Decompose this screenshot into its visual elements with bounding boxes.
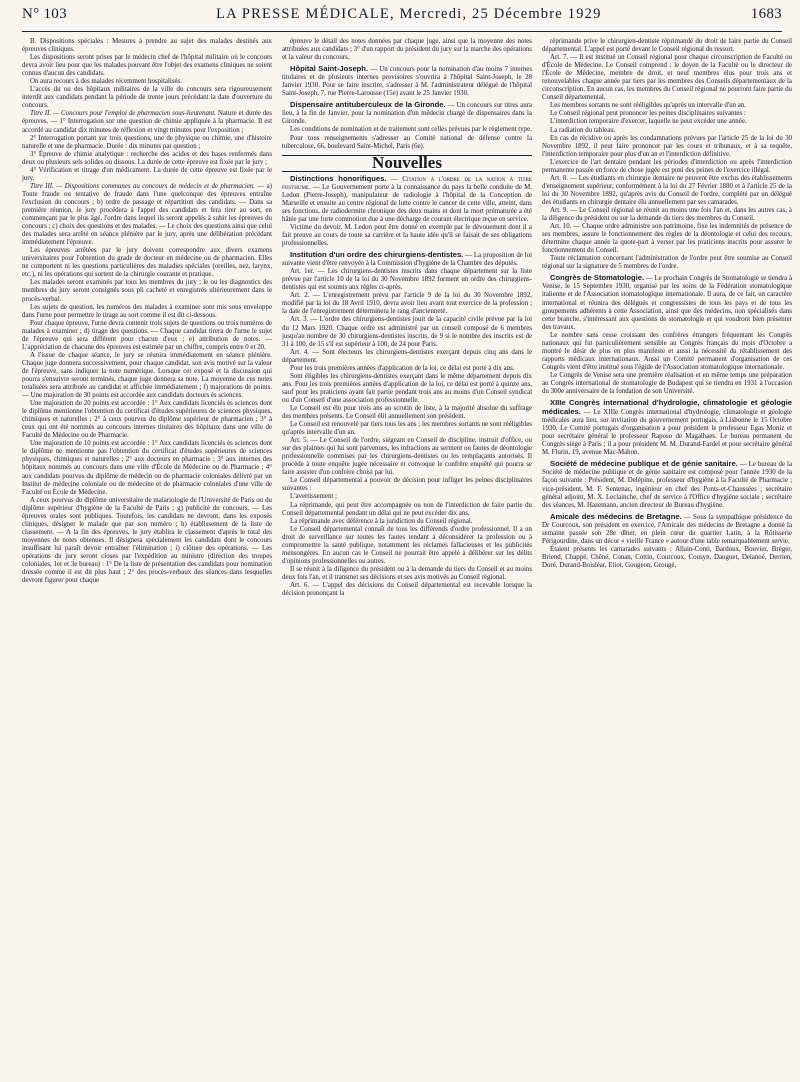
- paragraph: Toute réclamation concernant l'administration de l'ordre peut être soumise au Conseil régional sur la signature de 5 membres de l'ordre.: [542, 255, 792, 271]
- paragraph: Art. 8. — Les étudiants en chirurgie dentaire ne peuvent être exclus des établissements d'enseignement supérieur, conformément à la loi du 27 Février 1880 et à l'article 25 de la loi du 30 Novembre 1892, qu'après avis du Conseil de l'ordre, complété par un délégué des étudiants en chirurgie dentaire élu annuellement par ses camarades.: [542, 174, 792, 206]
- paragraph: [22, 110, 272, 134]
- paragraph: Le nombre sans cesse croissant des confrères étrangers fréquentant les Congrès nationaux qui fut particulièrement sensible au Congrès français du mois d'Octobre a montré le désir de plus en plus manifeste et aussi la nécessité du rétablissement des rapports médicaux internationaux. Aussi un Comité permanent d'organisation de ces Congrès vient d'être institué sous l'égide de l'Association stomatologique internationale.: [542, 331, 792, 371]
- news-heading: Société de médecine publique et de génie sanitaire.: [550, 459, 738, 469]
- paragraph: 4° Vérification et titrage d'un médicament. La durée de cette épreuve est fixée par le jury.: [22, 166, 272, 182]
- paragraph: Étaient présents les camarades suivants : Allain-Conti, Bardoux, Bouvier, Bréger, Briend, Chappé, Chêné, Conan, Cottin, Courcoux, Cousyn, Dauguet, Delanoé, Derrien, Doré, Durand-Boisléar, Eliot, Gougeon, Grougé,: [542, 545, 792, 569]
- news-heading: Amicale des médecins de Bretagne.: [550, 511, 682, 521]
- paragraph: 2° Interrogation portant sur trois questions, une de physique ou chimie, une d'histoire naturelle et une de pharmacie. Durée : dix minutes par question ;: [22, 134, 272, 150]
- paragraph: En cas de récidive ou après les condamnations prévues par l'article 25 de la loi du 30 Novembre 1892, il peut faire prononcer par les cours et tribunaux, et à sa requête, l'interdiction temporaire pour plus d'un an et l'interdiction définitive.: [542, 134, 792, 158]
- paragraph: Art. 5. — Le Conseil de l'ordre, siégeant en Conseil de discipline, instruit d'office, ou sur des plaintes qui lui sont parvenues, les infractions au serment ou fautes de déontologie professionnelle commises par les chirurgiens-dentistes ou les remplaçants autorisés. Il procède à toute enquête jugée nécessaire et convoque le confrère enquêté qui pourra se faire assister d'un confrère choisi par lui.: [282, 437, 532, 477]
- paragraph: Art. 10. — Chaque ordre administre son patrimoine, fixe les indemnités de présence de ses membres, assure le fonctionnement des règles de la déontologie et celui des recours, détermine chaque année la quote-part à verser par les praticiens inscrits pour assurer le fonctionnement du Conseil.: [542, 223, 792, 255]
- paragraph: Pour chaque épreuve, l'urne devra contenir trois sujets de questions ou trois numéros de malades à examiner ; d) tirage des questions. — Chaque candidat tirera de l'urne le sujet de l'épreuve qui sera différent pour chacun d'eux ; e) attribution de notes. — L'appréciation de chacune des épreuves est estimée par un chiffre, compris entre 0 et 20.: [22, 319, 272, 351]
- news-heading: XIIIe Congrès international d'hydrologie, climatologie et géologie médicales.: [542, 398, 792, 417]
- paragraph: A ceux pourvus du diplôme universitaire de malariologie de l'Université de Paris ou du diplôme supérieur d'hygiène de la Faculté de Paris ; g) publicité du concours. — Les épreuves orales sont publiques. Toutefois, les candidats ne devront, dans les exposés cliniques, désigner le malade que par son numéro ; h) établissement de la liste de classement. — A la fin des épreuves, le jury établira le classement d'après le total des moyennes de notes obtenues. Il désignera spécialement les candidats dont le concours insuffisant lui paraît devoir entraîner l'élimination ; i) clôture des opérations. — Les opérations du jury seront closes par l'expédition au ministre (direction des troupes coloniales, 1er et 3e bureau) : 1° De la liste de présentation des candidats pour nomination dressée comme il est dit plus haut ; 2° des procès-verbaux des séances dans lesquelles devront figurer pour chaque: [22, 496, 272, 585]
- paragraph: épreuve le détail des notes données par chaque juge, ainsi que la moyenne des notes attribuées aux candidats ; 3° d'un rapport du président du jury sur la marche des opérations et la valeur du concours.: [282, 38, 532, 62]
- paragraph: L'accès du ou des hôpitaux militaires de la ville du concours sera rigoureusement interdit aux candidats pendant la période de trente jours précédant la date d'ouverture du concours.: [22, 86, 272, 110]
- paragraph: [282, 101, 532, 126]
- paragraph: Les épreuves arrêtées par le jury doivent correspondre aux divers examens universitaires pour l'obtention du grade de docteur en médecine ou de pharmacien. Elles ne comportent ni les questions particulières des maladies spéciales (oreilles, nez, larynx, etc.), ni les opérations qui sortent de la chirurgie courante et pratique.: [22, 247, 272, 279]
- paragraph: [282, 65, 532, 98]
- paragraph-text: — Le Gouvernement porte à la connaissance du pays la belle conduite de M. Ledon (Pierre-Joseph), manipulateur de radiologie à l'hôpital de la Conception de Marseille et ensuite au centre régional de lutte contre le cancer de cette ville, atteint, dans ses fonctions, de radiodermite chronique des deux mains et dont la mort prématurée a été hâtée par une forte commotion due à une décharge de courant électrique reçue en service.: [282, 183, 532, 223]
- paragraph: Les malades seront examinés par tous les membres du jury ; le ou les diagnostics des membres du jury seront consignés sous pli cacheté et enregistrés ultérieurement dans le procès-verbal.: [22, 279, 272, 303]
- paragraph-text: — a) Toute fraude ou tentative de fraude dans l'une quelconque des épreuves entraîne l'exclusion du concours ; b) ordre de passage et répartition des candidats. — Dans sa première réunion, le jury procédera à l'appel des candidats et fera tirer au sort, en commençant par le plus âgé, l'ordre dans lequel ils seront appelés à subir les épreuves du concours ; c) choix des questions et des malades. — Le choix des questions ainsi que celui des malades sera arrêté en séance plénière par le jury, après une délibération précédant immédiatement l'épreuve.: [22, 182, 272, 247]
- paragraph-text: — Un concours pour la nomination d'au moins 7 internes titulaires et de plusieurs internes provisoires s'ouvrira à l'hôpital Saint-Joseph, le 28 Janvier 1930. Pour se faire inscrire, s'adresser à M. l'administrateur délégué de l'hôpital Saint-Joseph, 7, rue Pierre-Larousse (15e) avant le 25 Janvier 1930.: [282, 66, 532, 98]
- column-1: [22, 38, 272, 1078]
- paragraph: Victime du devoir, M. Ledon peut être donné en exemple par le dévouement dont il a fait preuve au cours de toute sa carrière et la haute idée qu'il se faisait de ses obligations professionnelles.: [282, 223, 532, 248]
- paragraph: Art. 9. — Le Conseil régional se réunit au moins une fois l'an et, dans les autres cas, à la diligence du président ou sur la demande du tiers des membres du Conseil.: [542, 206, 792, 223]
- paragraph: Art. 1er. — Les chirurgiens-dentistes inscrits dans chaque département sur la liste prévue par l'article 10 de la loi du 30 Novembre 1892 forment un ordre des chirurgiens-dentistes qui est soumis aux règles ci-après.: [282, 268, 532, 292]
- paragraph-text: Nature et durée des épreuves. — 1° Interrogation sur une question de chimie appliquée à la pharmacie. Il est accordé au candidat dix minutes de réflexion et vingt minutes pour l'exposition ;: [22, 110, 272, 134]
- title-heading: Titre III. — Dispositions communes au concours de médecin et de pharmacien.: [30, 182, 255, 190]
- paragraph: Le Conseil régional peut prononcer les peines disciplinaires suivantes :: [550, 110, 746, 118]
- paragraph: [282, 175, 532, 224]
- paragraph: A l'issue de chaque séance, le jury se réunira immédiatement en séance plénière. Chaque juge donnera successivement, pour chaque candidat, son avis motivé sur la valeur de l'épreuve, sans indiquer la note numérique. Lorsque cet exposé et la discussion qui pourra s'ensuivre seront terminés, chaque juge donnera sa note. La moyenne de ces notes totalisées sera attribuée au candidat et affichée immédiatement ; f) majorations de points. — Une majoration de 30 points est accordée aux candidats docteurs ès sciences.: [22, 351, 272, 400]
- news-heading: Distinctions honorifiques.: [290, 173, 387, 183]
- paragraph: Sont éligibles les chirurgiens-dentistes exerçant dans le même département depuis dix ans. Pour les trois premières années d'application de la loi, ce délai est porté à quinze ans, sauf pour les praticiens ayant fait partie pendant trois ans au moins d'un Conseil syndical ou d'un Conseil d'une association professionnelle.: [282, 372, 532, 404]
- column-2: [282, 38, 532, 1078]
- issue-number: N° 103: [22, 6, 67, 22]
- news-heading: Congrès de Stomatologie.: [550, 273, 645, 283]
- paragraph-text: — Le XIIIe Congrès international d'hydrologie, climatologie et géologie médicales aura lieu, sur invitation du gouvernement portugais, à Lisbonne le 15 Octobre 1930. Le Comité portugais d'organisation a pour président le professeur Egas Moniz et pour secrétaire général le professeur Raposo de Magalhaes. Le bureau permanent du Congrès siège à Paris ; il a pour président M. M. Durand-Fardel et pour secrétaire général M. Flurin, 19, avenue Mac-Mahon.: [542, 409, 792, 457]
- paragraph: L'interdiction temporaire d'exercer, laquelle ne peut excéder une année.: [550, 118, 747, 126]
- paragraph: Les sujets de question, les numéros des malades à examiner sont mis sous enveloppe dans l'urne pour permettre le tirage au sort comme il est dit ci-dessous.: [22, 303, 272, 319]
- citation-label: — Citation à l'ordre de la nation à titre posthume.: [282, 175, 532, 191]
- paragraph: Les conditions de nomination et de traitement sont celles prévues par le règlement type.: [290, 126, 532, 134]
- masthead-title: LA PRESSE MÉDICALE, Mercredi, 25 Décembre 1929: [216, 6, 602, 22]
- paragraph: réprimande prive le chirurgien-dentiste réprimandé du droit de faire partie du Conseil départemental. L'appel est porté devant le Conseil régional du ressort.: [542, 38, 792, 54]
- paragraph: La radiation du tableau.: [550, 126, 616, 134]
- paragraph: Art. 4. — Sont électeurs les chirurgiens-dentistes exerçant depuis cinq ans dans le département.: [282, 348, 532, 364]
- paragraph: Art. 3. — L'ordre des chirurgiens-dentistes jouit de la capacité civile prévue par la loi du 12 Mars 1920. Chaque ordre est administré par un conseil composé de 6 membres jusqu'au nombre de 30 chirurgiens-dentistes inscrits, de 9 si le nombre des inscrits est de 31 à 100, de 15 s'il est supérieur à 100, de 24 pour Paris.: [282, 316, 532, 348]
- paragraph: Pour les trois premières années d'application de la loi, ce délai est porté à dix ans.: [290, 364, 515, 372]
- paragraph: [542, 399, 792, 457]
- paragraph: Le Conseil est renouvelé par tiers tous les ans ; les membres sortants ne sont rééligibles qu'après intervalle d'un an.: [282, 421, 532, 437]
- paragraph: Art. 6. — L'appel des décisions du Conseil départemental est recevable lorsque la décision prononçant la: [282, 582, 532, 598]
- paragraph-text: — Un concours sur titres aura lieu, à la fin de Janvier, pour la nomination d'un médecin chargé de dispensaires dans la Gironde.: [282, 102, 532, 126]
- paragraph: La réprimande, qui peut être accompagnée ou non de l'interdiction de faire partie du Conseil départemental pendant un délai qui ne peut excéder dix ans.: [282, 501, 532, 517]
- paragraph: On aura recours à des malades récemment hospitalisés.: [30, 78, 182, 86]
- paragraph: L'exercice de l'art dentaire pendant les périodes d'interdiction ou après l'interdiction permanente passée en force de chose jugée est puni des peines de l'exercice illégal.: [542, 158, 792, 174]
- page-number: 1683: [750, 6, 782, 22]
- paragraph: Une majoration de 10 points est accordée : 1° Aux candidats licenciés ès sciences dont le diplôme ne mentionne pas l'obtention du certificat d'études supérieures de sciences physiques, chimiques et naturelles ; 2° aux docteurs en pharmacie ; 3° aux internes des hôpitaux nommés au concours dans une ville d'École de Médecine ou de Pharmacie ; 4° aux candidats pourvus du diplôme de médecin ou de pharmacie coloniales délivré par un Institut de médecine coloniale ou de médecine et de pharmacie coloniales d'une ville de Faculté ou École de Médecine.: [22, 440, 272, 496]
- paragraph: Une majoration de 20 points est accordée : 1° Aux candidats licenciés ès sciences dont le diplôme mentionne l'obtention du certificat d'études supérieures de sciences physiques, chimiques et naturelles ; 2° à ceux pourvus du diplôme supérieur de pharmacien ; 3° à ceux qui ont été nommés au concours internes titulaires des hôpitaux dans une ville de Faculté de Médecine ou de Pharmacie.: [22, 400, 272, 440]
- paragraph: Les membres sortants ne sont rééligibles qu'après un intervalle d'un an.: [550, 102, 746, 110]
- paragraph: Le Conseil est élu pour trois ans au scrutin de liste, à la majorité absolue du suffrage des membres présents. Le Conseil élit annuellement son président.: [282, 404, 532, 421]
- paragraph: [542, 274, 792, 331]
- paragraph: Les dispositions seront prises par le médecin chef de l'hôpital militaire où le concours devra avoir lieu pour que les malades pouvant être l'objet des examens cliniques ne soient connus d'aucun des candidats.: [22, 54, 272, 78]
- paragraph: B. Dispositions spéciales : Mesures à prendre au sujet des malades destinés aux épreuves cliniques.: [22, 38, 272, 54]
- paragraph-text: — Le bureau de la Société de médecine publique et de génie sanitaire est composé pour l'année 1930 de la façon suivante : Président, M. Delépine, professeur d'hygiène à la Faculté de Pharmacie ; vice-président, M. F. Sentenac, ingénieur en chef des Ponts-et-Chaussées ; secrétaire général adjoint, M. X. Leclainche, chef de service à l'Office d'hygiène sociale ; secrétaire des séances, M. Hazemann, ancien directeur de Bureau d'hygiène.: [542, 461, 792, 509]
- title-heading: Titre II. — Concours pour l'emploi de pharmacien sous-lieutenant.: [30, 110, 216, 118]
- news-heading: Institution d'un ordre des chirurgiens-dentistes.: [290, 250, 464, 260]
- news-heading: Dispensaire antituberculeux de la Gironde.: [290, 100, 446, 110]
- paragraph: Le Congrès de Venise sera une première réalisation et en même temps une préparation au Congrès international de stomatologie de Budapest qui se tiendra en 1931 à l'occasion du 300e anniversaire de la fondation de son Université.: [542, 371, 792, 396]
- paragraph: [282, 251, 532, 268]
- paragraph: [22, 183, 272, 247]
- paragraph: L'avertissement ;: [290, 493, 337, 501]
- paragraph: 3° Épreuve de chimie analytique : recherche des acides et des bases renfermés dans deux ou plusieurs sels solides ou dissous. La durée de cette épreuve est fixée par le jury ;: [22, 150, 272, 166]
- section-title: Nouvelles: [282, 155, 532, 172]
- paragraph: Le Conseil départemental a pouvoir de décision pour infliger les peines disciplinaires suivantes :: [282, 477, 532, 493]
- paragraph: Pour tous renseignements s'adresser au Comité national de défense contre la tuberculose, 66, boulevard Saint-Michel, Paris (6e).: [282, 134, 532, 150]
- paragraph: Il se réunit à la diligence du président ou à la demande du tiers du Conseil et au moins deux fois l'an, et il transmet ses décisions et ses avis motivés au Conseil régional.: [282, 565, 532, 581]
- paragraph: Le Conseil départemental connaît de tous les différends d'ordre professionnel. Il a un droit de surveillance sur toutes les fautes tendant à déconsidérer la profession ou à compromettre la santé publique, notamment les réclames fallacieuses et les publicités mensongères. En aucun cas le Conseil ne pourrait être appelé à délibérer sur les délits d'opinions professionnelles ou autres.: [282, 525, 532, 565]
- column-3: [542, 38, 792, 1078]
- text-columns: [22, 38, 792, 1078]
- news-heading: Hôpital Saint-Joseph.: [290, 64, 369, 74]
- page-header: [22, 6, 782, 32]
- paragraph-text: — Le prochain Congrès de Stomatologie se tiendra à Venise, le 15 Septembre 1930, organisé par les soins de la Fédération stomatologique italienne et de l'Association stomatologique internationale. Il aura, de ce fait, un caractère international et réunira des délégués et congressistes de tous les pays et de tous les groupements adhérents à cette Association, ainsi que des médecins, non spécialisés dans cette branche, s'intéressant aux questions de stomatologie et qui voudront bien présenter des travaux.: [542, 275, 792, 331]
- paragraph: [542, 460, 792, 509]
- paragraph: [542, 513, 792, 546]
- paragraph-text: — Sous la sympathique présidence du Dr Courcoux, son président en exercice, l'Amicale des médecins de Bretagne a donné la semaine passée son 28e dîner, en plein cœur du quartier Latin, à la Rôtisserie Périgourdine, dans un décor « vieille France » autour d'une table remarquablement servie.: [542, 513, 792, 545]
- paragraph: Art. 7. — Il est institué un Conseil régional pour chaque circonscription de Faculté ou d'École de Médecine. Le Conseil comprend : le doyen de la Faculté ou le directeur de l'École de Médecine, membre de droit, et neuf membres élus pour trois ans et renouvelables chaque année par tiers par les membres des Conseils départementaux de la circonscription. En aucun cas, les membres du Conseil régional ne pourront faire partie du Conseil départemental.: [542, 54, 792, 102]
- paragraph-text: — La proposition de loi suivante vient d'être renvoyée à la Commission d'hygiène de la Chambre des députés.: [282, 252, 532, 268]
- paragraph: La réprimande avec déférence à la juridiction du Conseil régional.: [290, 517, 473, 525]
- paragraph: Art. 2. — L'enregistrement prévu par l'article 9 de la loi du 30 Novembre 1892, modifié par la loi du 18 Avril 1910, devra avoir lieu avant tout exercice de la profession ; la date de l'enregistrement déterminera le rang d'ancienneté.: [282, 292, 532, 316]
